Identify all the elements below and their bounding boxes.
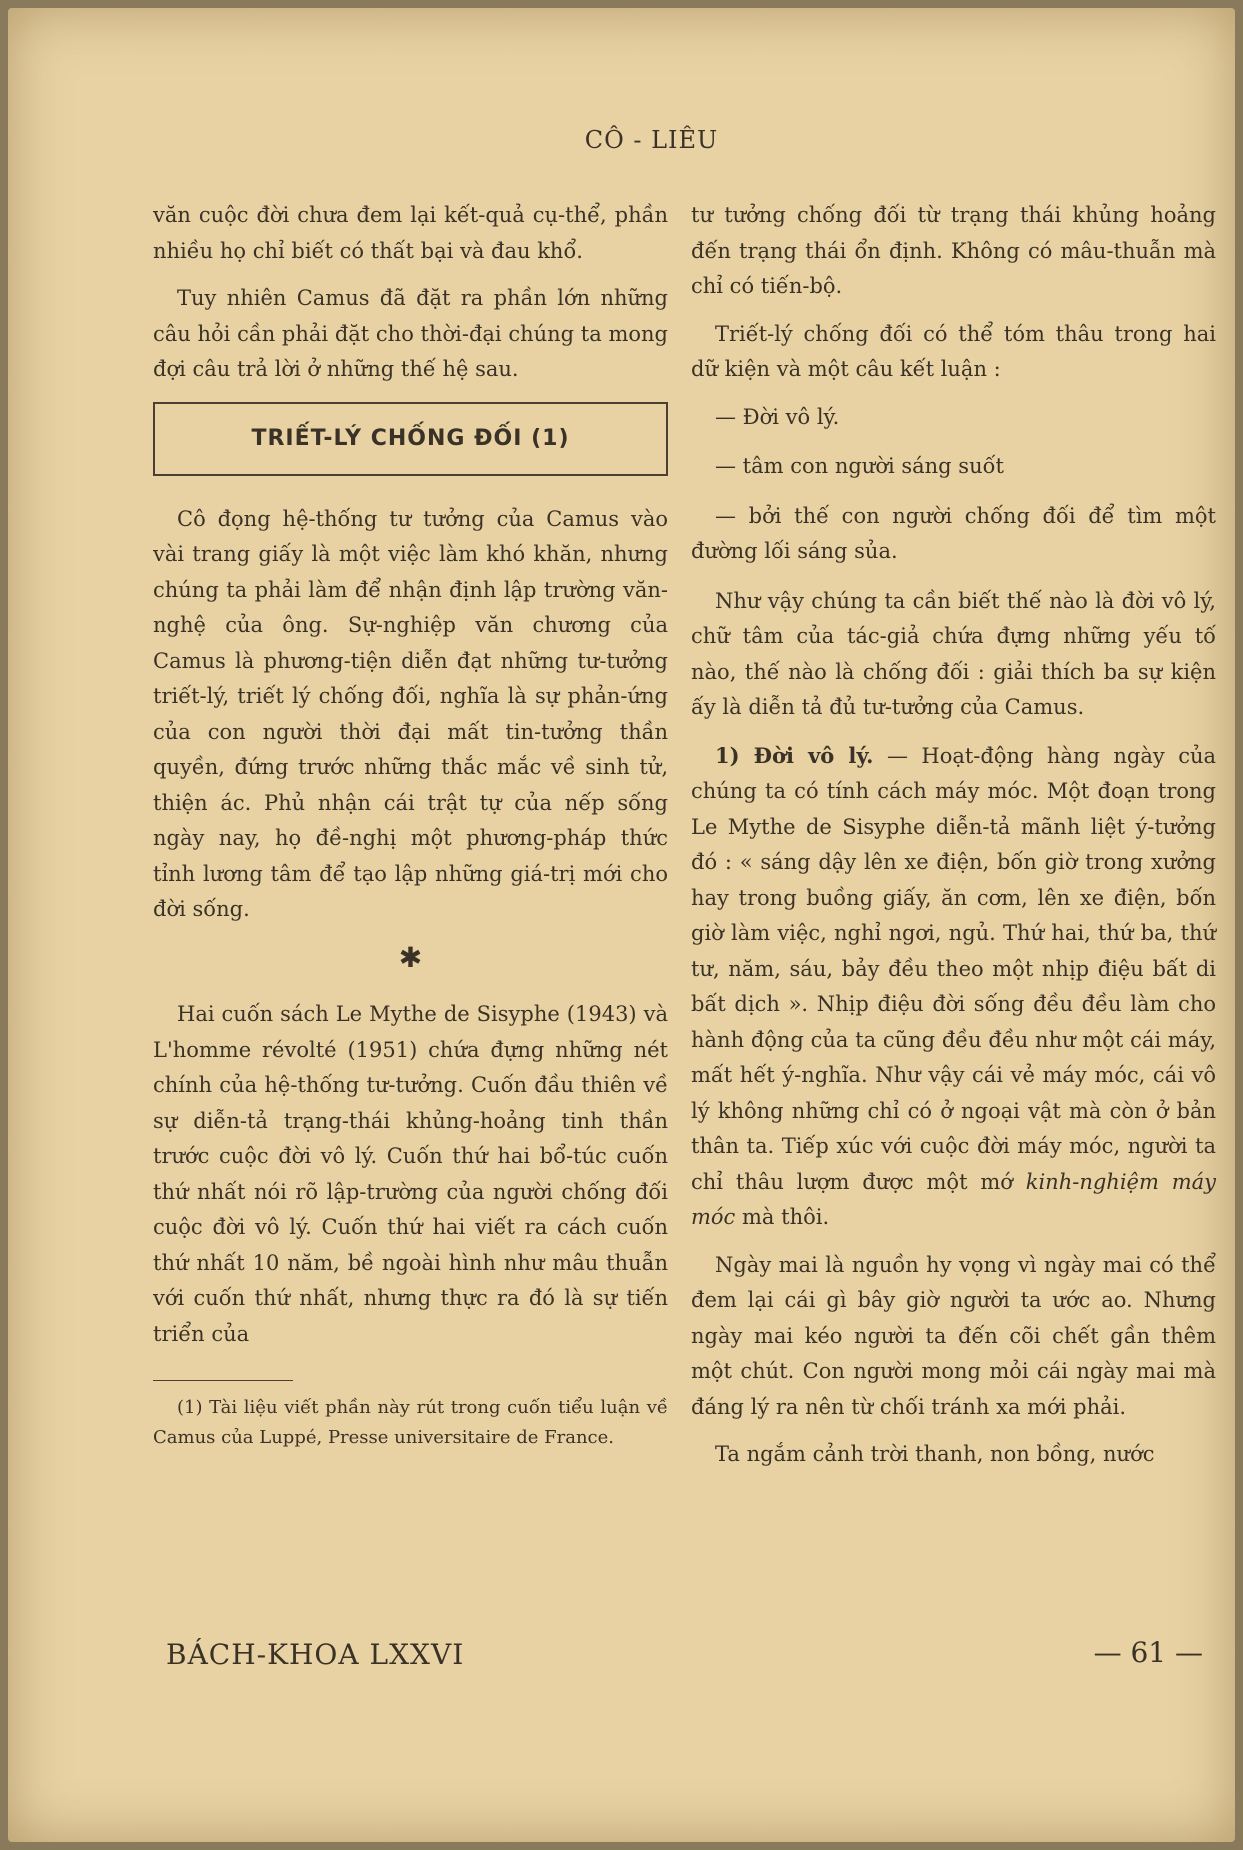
footnote-divider [153, 1380, 293, 1381]
emphasis-text: kinh-nghiệm máy móc [691, 1169, 1216, 1229]
paragraph [691, 738, 1216, 1236]
page-number: — 61 — [1093, 1636, 1203, 1669]
right-column [691, 198, 1216, 1485]
paragraph: Như vậy chúng ta cần biết thế nào là đời vô lý, chữ tâm của tác-giả chứa đựng những yếu tố nào, thế nào là chống đối : giải thích ba sự kiện ấy là diễn tả đủ tư-tưởng của Camus. [691, 588, 1216, 719]
paragraph: Triết-lý chống đối có thể tóm thâu trong hai dữ kiện và một câu kết luận : [691, 321, 1216, 381]
paragraph: Cô đọng hệ-thống tư tưởng của Camus vào vài trang giấy là một việc làm khó khăn, nhưng chúng ta phải làm để nhận định lập trường văn-nghệ của ông. Sự-nghiệp văn chương của Camus là phương-tiện diễn đạt những tư-tưởng triết-lý, triết lý chống đối, nghĩa là sự phản-ứng của con người thời đại mất tin-tưởng thần quyền, đứng trước những thắc mắc về sinh tử, thiện ác. Phủ nhận cái trật tự của nếp sống ngày nay, họ đề-nghị một phương-pháp thức tỉnh lương tâm để tạo lập những giá-trị mới cho đời sống. [153, 506, 668, 921]
left-column [153, 198, 668, 1465]
paragraph: Hai cuốn sách Le Mythe de Sisyphe (1943) và L'homme révolté (1951) chứa đựng những nét chính của hệ-thống tư-tưởng. Cuốn đầu thiên về sự diễn-tả trạng-thái khủng-hoảng tinh thần trước cuộc đời vô lý. Cuốn thứ hai bổ-túc cuốn thứ nhất nói rõ lập-trường của người chống đối cuộc đời vô lý. Cuốn thứ hai viết ra cách cuốn thứ nhất 10 năm, bề ngoài hình như mâu thuẫn với cuốn thứ nhất, nhưng thực ra đó là sự tiến triển của [153, 1002, 668, 1346]
list-item: — tâm con người sáng suốt [715, 454, 1004, 478]
publication-footer: BÁCH-KHOA LXXVI [166, 1638, 465, 1671]
list-item: — bởi thế con người chống đối để tìm một đường lối sáng sủa. [691, 503, 1216, 563]
asterisk-separator: ✱ [398, 940, 423, 974]
paragraph-text: mà thôi. [742, 1205, 830, 1229]
paragraph: văn cuộc đời chưa đem lại kết-quả cụ-thể, phần nhiều họ chỉ biết có thất bại và đau khổ. [153, 203, 668, 263]
paragraph: Ta ngắm cảnh trời thanh, non bồng, nước [715, 1442, 1155, 1466]
list-item: — Đời vô lý. [715, 404, 840, 429]
document-page [8, 8, 1235, 1842]
footnote: (1) Tài liệu viết phần này rút trong cuốn tiểu luận về Camus của Luppé, Presse universitaire de France. [153, 1397, 668, 1448]
paragraph-text: — Hoạt-động hàng ngày của chúng ta có tính cách máy móc. Một đoạn trong Le Mythe de Sisyphe diễn-tả mãnh liệt ý-tưởng đó : « sáng dậy lên xe điện, bốn giờ trong xưởng hay trong buồng giấy, ăn cơm, lên xe điện, bốn giờ làm việc, nghỉ ngơi, ngủ. Thứ hai, thứ ba, thứ tư, năm, sáu, bảy đều theo một nhịp điệu bất di bất dịch ». Nhịp điệu đời sống đều đều làm cho hành động của ta cũng đều đều như một cái máy, mất hết ý-nghĩa. Như vậy cái vẻ máy móc, cái vô lý không những chỉ có ở ngoại vật mà còn ở bản thân ta. Tiếp xúc với cuộc đời máy móc, người ta chỉ thâu lượm được một mớ [691, 743, 1216, 1194]
subsection-heading: 1) Đời vô lý. [715, 742, 874, 768]
running-header: CÔ - LIÊU [584, 126, 719, 154]
paragraph: Ngày mai là nguồn hy vọng vì ngày mai có thể đem lại cái gì bây giờ người ta ước ao. Nhưng ngày mai kéo người ta đến cõi chết gần thêm một chút. Con người mong mỏi cái ngày mai mà đáng lý ra nên từ chối tránh xa mới phải. [691, 1252, 1216, 1419]
section-title: TRIẾT-LÝ CHỐNG ĐỐI (1) [153, 402, 668, 476]
paragraph: Tuy nhiên Camus đã đặt ra phần lớn những câu hỏi cần phải đặt cho thời-đại chúng ta mong đợi câu trả lời ở những thế hệ sau. [153, 286, 668, 381]
paragraph: tư tưởng chống đối từ trạng thái khủng hoảng đến trạng thái ổn định. Không có mâu-thuẫn mà chỉ có tiến-bộ. [691, 203, 1216, 298]
